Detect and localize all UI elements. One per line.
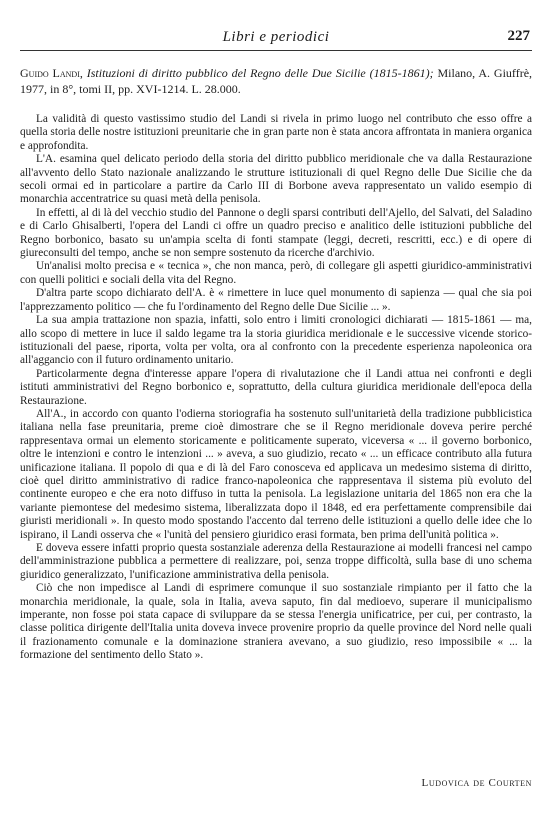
paragraph: La validità di questo vastissimo studio del Landi si rivela in primo luogo nel contributo che esso offre a quella storia delle nostre istituzioni preunitarie che in gran parte non è stata ancora affrontata in maniera organica e approfondita. [20, 113, 532, 152]
running-head [20, 28, 532, 51]
citation-details: Milano, A. Giuffrè, 1977, in 8°, tomi II, pp. XVI-1214. L. 28.000. [20, 66, 533, 96]
paragraph: Particolarmente degna d'interesse appare l'opera di rivalutazione che il Landi attua nei confronti e degli istituti amministrativi del Regno borbonico e, soprattutto, della cultura giuridica meridionale dell'epoca della Restaurazione. [20, 367, 532, 407]
running-title: Libri e periodici [222, 29, 330, 45]
paragraph: Ciò che non impedisce al Landi di esprimere comunque il suo sostanziale rimpianto per il fatto che la monarchia meridionale, la quale, sola in Italia, aveva saputo, fin dal medioevo, superare il municipalismo imperante, non fosse poi stata capace di sviluppare da se stessa l'energia unificatrice, per cui, per contrasto, la classe politica dirigente dell'Italia unita doveva invece provenire proprio da quelle province del Nord nelle quali il frazionamento comunale e la dominazione straniera avevano, a suo giudizio, reso impossibile « ... la formazione del sentimento dello Stato ». [20, 582, 532, 662]
paragraph: Un'analisi molto precisa e « tecnica », che non manca, però, di collegare gli aspetti giuridico-amministrativi con quelli politici e sociali della vita del Regno. [20, 260, 532, 286]
citation-title: Istituzioni di diritto pubblico del Regno delle Due Sicilie (1815-1861); [86, 66, 434, 80]
paragraph: All'A., in accordo con quanto l'odierna storiografia ha sostenuto sull'unitarietà della tradizione pubblicistica italiana nella fase preunitaria, preme cioè dimostrare che se il Regno meridionale doveva perire perché rappresentava ormai un elemento storicamente e politicamente superato, viceversa « ... il governo borbonico, oltre le intenzioni e contro le intenzioni ... » aveva, a suo giudizio, recato « ... un efficace contributo alla futura unificazione italiana. Il popolo di qua e di là del Faro conosceva ed applicava un medesimo sistema di diritto, cioè quel diritto amministrativo di radice franco-napoleonica che rappresentava il sistema più evoluto del continente europeo e che era noto diffuso in tutta la penisola. La legislazione unitaria del 1865 non era che la variante piemontese del medesimo sistema, liberalizzata dopo il 1848, ed era perfettamente comprensibile dai giuristi meridionali ». In questo modo spostando l'accento dal terreno delle istituzioni a quello delle idee che lo ispirano, il Landi osserva che « l'unità del pensiero giuridico erasi formata, ben prima dell'unità politica ». [20, 407, 532, 541]
paragraph: La sua ampia trattazione non spazia, infatti, solo entro i limiti cronologici dichiarati — 1815-1861 — ma, allo scopo di mettere in luce il saldo legame tra la storia giuridica meridionale e le successive vicende storico-istituzionali del paese, riporta, volta per volta, ora al confronto con la precedente esperienza napoleonica ora all'aggancio con il futuro ordinamento unitario. [20, 314, 532, 367]
paragraph: L'A. esamina quel delicato periodo della storia del diritto pubblico meridionale che va dalla Restaurazione all'avvento dello Stato nazionale analizzando le strutture istituzionali di quel Regno delle Due Sicilie che da secoli ormai ed in particolare a partire da Carlo III di Borbone aveva rappresentato un valido esempio di monarchia accentratrice su quasi metà della penisola. [20, 153, 532, 206]
page-number: 227 [507, 28, 530, 44]
citation-author: Guido Landi, [20, 66, 83, 80]
paragraph: In effetti, al di là del vecchio studio del Pannone o degli sparsi contributi dell'Ajello, del Salvati, del Saladino e di Carlo Ghisalberti, l'opera del Landi ci offre un quadro preciso e analitico delle istituzioni pubbliche del Regno borbonico, basato su un'ampia scelta di fonti stampate (leggi, decreti, rescritti, ecc.) e di opere di giureconsulti del tempo, anche se non sempre sostenuto da ricerche d'archivio. [20, 206, 532, 260]
review-body [20, 113, 532, 663]
bibliographic-citation [20, 66, 532, 97]
paragraph: E doveva essere infatti proprio questa sostanziale aderenza della Restaurazione ai modelli francesi nel campo dell'amministrazione pubblica a permettere di realizzare, poi, senza troppe difficoltà, sulla base di uno schema giuridico generalizzato, l'unificazione amministrativa della penisola. [20, 542, 532, 581]
reviewer-signature: Ludovica de Courten [421, 777, 532, 789]
paragraph: D'altra parte scopo dichiarato dell'A. è « rimettere in luce quel monumento di sapienza — qual che sia poi l'apprezzamento politico — che fu l'ordinamento del Regno delle Due Sicilie ... ». [20, 287, 532, 313]
